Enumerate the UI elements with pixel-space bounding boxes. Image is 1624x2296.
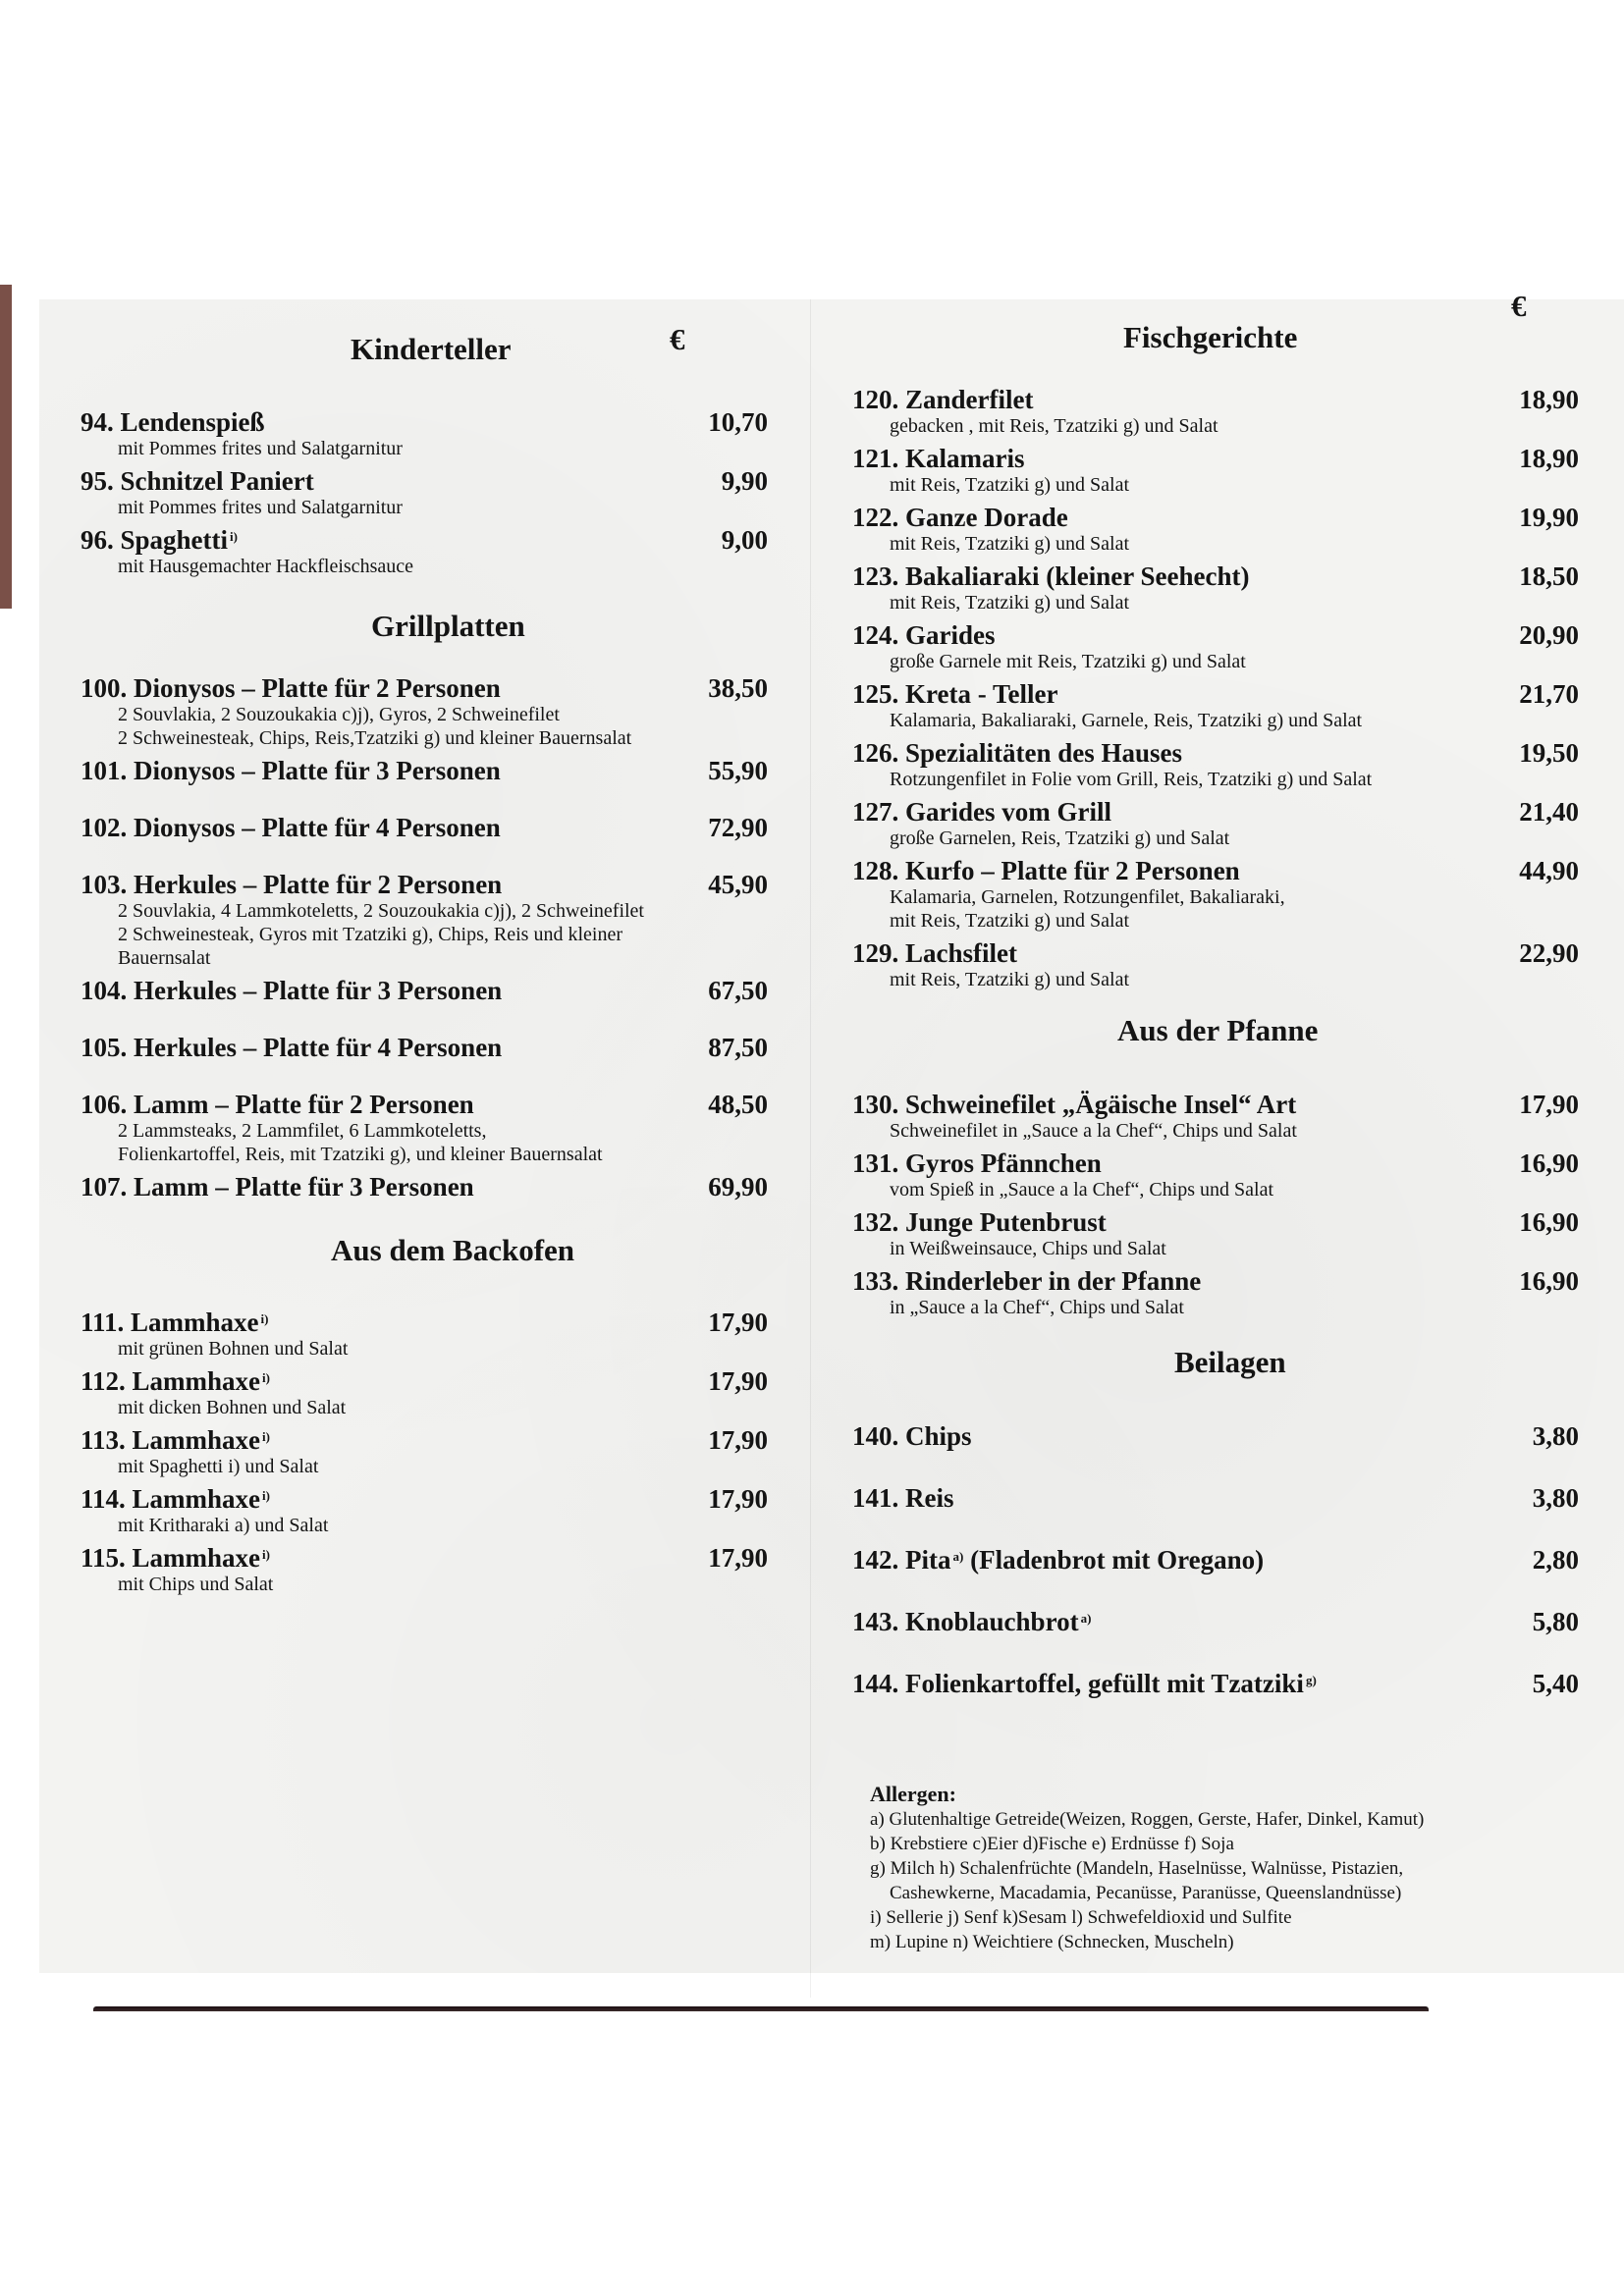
- item-price: 5,40: [1532, 1669, 1579, 1698]
- item-name: Kreta - Teller: [905, 679, 1058, 709]
- item-name: Knoblauchbrot: [905, 1607, 1079, 1636]
- item-name: Herkules – Platte für 4 Personen: [134, 1033, 503, 1062]
- item-description: große Garnelen, Reis, Tzatziki g) und Salat: [890, 828, 1230, 849]
- beilagen-list: [852, 1421, 1579, 1698]
- item-title: [852, 1545, 1579, 1575]
- allergen-marker: i): [262, 1547, 270, 1562]
- item-price: 19,50: [1519, 738, 1579, 768]
- item-price: 19,90: [1519, 503, 1579, 532]
- allergen-marker: i): [262, 1429, 270, 1444]
- menu-item: [852, 385, 1579, 438]
- item-number: 114.: [81, 1484, 126, 1514]
- item-description: mit dicken Bohnen und Salat: [118, 1397, 347, 1418]
- item-price: 21,40: [1519, 797, 1579, 827]
- menu-item: [852, 444, 1579, 497]
- item-description: mit Reis, Tzatziki g) und Salat: [890, 969, 1130, 990]
- item-number: 101.: [81, 756, 128, 785]
- item-name: Kurfo – Platte für 2 Personen: [905, 856, 1240, 885]
- item-number: 143.: [852, 1607, 899, 1636]
- item-title: [852, 938, 1579, 968]
- item-price: 16,90: [1519, 1148, 1579, 1178]
- item-description: 2 Schweinesteak, Chips, Reis,Tzatziki g) und kleiner Bauernsalat: [118, 727, 632, 749]
- item-price: 55,90: [708, 756, 768, 785]
- allergen-marker: a): [1080, 1611, 1092, 1626]
- left-column: [81, 324, 768, 1602]
- item-title: [81, 525, 768, 555]
- section-title: Aus dem Backofen: [331, 1233, 575, 1267]
- item-number: 144.: [852, 1669, 899, 1698]
- menu-item: [852, 1421, 1579, 1451]
- item-title: [852, 797, 1579, 827]
- menu-item: [852, 620, 1579, 673]
- item-description: mit Reis, Tzatziki g) und Salat: [890, 474, 1130, 496]
- item-name: Dionysos – Platte für 3 Personen: [134, 756, 501, 785]
- item-title: [852, 1266, 1579, 1296]
- item-price: 18,50: [1519, 561, 1579, 591]
- item-price: 22,90: [1519, 938, 1579, 968]
- item-number: 94.: [81, 407, 114, 437]
- item-name: Kalamaris: [905, 444, 1025, 473]
- item-title: [852, 444, 1579, 473]
- item-number: 127.: [852, 797, 899, 827]
- menu-item: [852, 1266, 1579, 1319]
- menu-item: [81, 756, 768, 785]
- page-edge-strip: [0, 285, 12, 609]
- item-title: [852, 1090, 1579, 1119]
- item-name: Lamm – Platte für 3 Personen: [134, 1172, 474, 1201]
- item-title: [852, 856, 1579, 885]
- item-number: 102.: [81, 813, 128, 842]
- item-number: 112.: [81, 1366, 126, 1396]
- allergen-line: a) Glutenhaltige Getreide(Weizen, Roggen, Gerste, Hafer, Dinkel, Kamut): [870, 1809, 1425, 1830]
- menu-item: [852, 797, 1579, 850]
- item-title: [852, 620, 1579, 650]
- menu-item: [81, 1090, 768, 1166]
- item-title: [852, 1483, 1579, 1513]
- item-number: 105.: [81, 1033, 128, 1062]
- item-title: [852, 1148, 1579, 1178]
- item-title: [852, 1607, 1579, 1636]
- item-title: [81, 1090, 768, 1119]
- menu-item: [852, 679, 1579, 732]
- section-backofen-header: [81, 1229, 768, 1288]
- allergen-line: i) Sellerie j) Senf k)Sesam l) Schwefeldioxid und Sulfite: [870, 1907, 1292, 1928]
- allergen-line: g) Milch h) Schalenfrüchte (Mandeln, Haselnüsse, Walnüsse, Pistazien,: [870, 1858, 1404, 1879]
- item-price: 72,90: [708, 813, 768, 842]
- euro-symbol: €: [670, 322, 685, 356]
- menu-item: [852, 1607, 1579, 1636]
- item-name: Dionysos – Platte für 4 Personen: [134, 813, 501, 842]
- item-name: Pita: [905, 1545, 951, 1575]
- fisch-list: [852, 385, 1579, 991]
- item-description: mit Reis, Tzatziki g) und Salat: [890, 910, 1130, 932]
- item-price: 18,90: [1519, 444, 1579, 473]
- item-price: 17,90: [708, 1308, 768, 1337]
- allergen-marker: i): [262, 1488, 270, 1503]
- item-name: Garides: [905, 620, 996, 650]
- item-title: [852, 503, 1579, 532]
- item-description: gebacken , mit Reis, Tzatziki g) und Salat: [890, 415, 1218, 437]
- item-title: [852, 738, 1579, 768]
- item-price: 21,70: [1519, 679, 1579, 709]
- item-title: [81, 976, 768, 1005]
- item-description: 2 Souvlakia, 4 Lammkoteletts, 2 Souzoukakia c)j), 2 Schweinefilet: [118, 900, 644, 922]
- item-title: [852, 385, 1579, 414]
- item-description: mit Reis, Tzatziki g) und Salat: [890, 592, 1130, 614]
- item-price: 16,90: [1519, 1207, 1579, 1237]
- menu-item: [852, 1545, 1579, 1575]
- item-number: 142.: [852, 1545, 899, 1575]
- item-number: 131.: [852, 1148, 899, 1178]
- item-price: 10,70: [708, 407, 768, 437]
- item-price: 17,90: [708, 1366, 768, 1396]
- item-extra: (Fladenbrot mit Oregano): [963, 1545, 1265, 1575]
- item-description: vom Spieß in „Sauce a la Chef“, Chips und Salat: [890, 1179, 1274, 1201]
- item-number: 132.: [852, 1207, 899, 1237]
- item-number: 123.: [852, 561, 899, 591]
- item-name: Spaghetti: [120, 525, 229, 555]
- menu-item: [81, 1425, 768, 1478]
- menu-item: [81, 870, 768, 970]
- item-number: 107.: [81, 1172, 128, 1201]
- item-name: Junge Putenbrust: [905, 1207, 1107, 1237]
- item-number: 96.: [81, 525, 114, 555]
- item-description: mit Kritharaki a) und Salat: [118, 1515, 329, 1536]
- item-title: [852, 679, 1579, 709]
- menu-item: [852, 938, 1579, 991]
- item-title: [81, 407, 768, 437]
- section-grillplatten-header: [81, 603, 768, 662]
- item-title: [81, 1172, 768, 1201]
- item-price: 48,50: [708, 1090, 768, 1119]
- allergen-marker: g): [1305, 1673, 1317, 1687]
- item-name: Bakaliaraki (kleiner Seehecht): [905, 561, 1250, 591]
- item-price: 87,50: [708, 1033, 768, 1062]
- menu-item: [81, 976, 768, 1005]
- item-title: [81, 1366, 768, 1396]
- menu-item: [81, 466, 768, 519]
- item-title: [81, 466, 768, 496]
- allergen-marker: a): [952, 1549, 964, 1564]
- item-name: Gyros Pfännchen: [905, 1148, 1102, 1178]
- item-name: Lammhaxe: [132, 1543, 261, 1573]
- item-name: Schweinefilet „Ägäische Insel“ Art: [905, 1090, 1297, 1119]
- item-description: mit Pommes frites und Salatgarnitur: [118, 497, 403, 518]
- item-title: [852, 1669, 1579, 1698]
- item-number: 104.: [81, 976, 128, 1005]
- item-price: 38,50: [708, 673, 768, 703]
- item-description: mit Pommes frites und Salatgarnitur: [118, 438, 403, 459]
- menu-item: [81, 673, 768, 750]
- menu-item: [81, 525, 768, 578]
- item-title: [81, 1033, 768, 1062]
- item-number: 115.: [81, 1543, 126, 1573]
- allergen-marker: i): [262, 1370, 270, 1385]
- menu-item: [852, 1669, 1579, 1698]
- item-price: 20,90: [1519, 620, 1579, 650]
- section-kinderteller-header: [81, 324, 768, 383]
- item-title: [81, 1543, 768, 1573]
- section-pfanne-header: [852, 1001, 1579, 1060]
- item-price: 17,90: [708, 1425, 768, 1455]
- item-price: 17,90: [708, 1543, 768, 1573]
- item-title: [81, 1484, 768, 1514]
- item-price: 2,80: [1532, 1545, 1579, 1575]
- item-number: 100.: [81, 673, 128, 703]
- item-number: 111.: [81, 1308, 125, 1337]
- item-price: 9,00: [721, 525, 768, 555]
- item-name: Spezialitäten des Hauses: [905, 738, 1183, 768]
- item-description: mit Reis, Tzatziki g) und Salat: [890, 533, 1130, 555]
- menu-item: [81, 1543, 768, 1596]
- item-number: 125.: [852, 679, 899, 709]
- item-description: mit Spaghetti i) und Salat: [118, 1456, 319, 1477]
- page-bottom-edge: [93, 2006, 1429, 2011]
- item-description: 2 Lammsteaks, 2 Lammfilet, 6 Lammkoteletts,: [118, 1120, 487, 1142]
- allergen-marker: i): [230, 529, 238, 544]
- page-fold: [810, 299, 811, 1998]
- item-price: 45,90: [708, 870, 768, 899]
- item-name: Dionysos – Platte für 2 Personen: [134, 673, 501, 703]
- item-number: 133.: [852, 1266, 899, 1296]
- item-title: [81, 813, 768, 842]
- item-description: in „Sauce a la Chef“, Chips und Salat: [890, 1297, 1184, 1318]
- right-column: [852, 285, 1579, 1731]
- item-price: 5,80: [1532, 1607, 1579, 1636]
- item-price: 3,80: [1532, 1421, 1579, 1451]
- item-number: 120.: [852, 385, 899, 414]
- item-number: 141.: [852, 1483, 899, 1513]
- item-name: Folienkartoffel, gefüllt mit Tzatziki: [905, 1669, 1304, 1698]
- menu-item: [81, 1366, 768, 1419]
- pfanne-list: [852, 1090, 1579, 1319]
- item-description: in Weißweinsauce, Chips und Salat: [890, 1238, 1166, 1259]
- section-fisch-header: [852, 285, 1579, 354]
- item-title: [852, 1421, 1579, 1451]
- item-name: Lamm – Platte für 2 Personen: [134, 1090, 474, 1119]
- allergen-marker: i): [260, 1311, 269, 1326]
- section-title: Aus der Pfanne: [1117, 1013, 1319, 1047]
- menu-item: [852, 856, 1579, 933]
- item-number: 95.: [81, 466, 114, 496]
- item-name: Ganze Dorade: [905, 503, 1068, 532]
- item-title: [81, 756, 768, 785]
- item-name: Schnitzel Paniert: [120, 466, 314, 496]
- menu-item: [81, 813, 768, 842]
- item-name: Rinderleber in der Pfanne: [905, 1266, 1202, 1296]
- item-number: 130.: [852, 1090, 899, 1119]
- item-number: 103.: [81, 870, 128, 899]
- allergen-title: Allergen:: [870, 1782, 956, 1806]
- item-title: [81, 870, 768, 899]
- item-price: 69,90: [708, 1172, 768, 1201]
- item-description: große Garnele mit Reis, Tzatziki g) und Salat: [890, 651, 1246, 672]
- allergen-line: m) Lupine n) Weichtiere (Schnecken, Muscheln): [870, 1932, 1234, 1952]
- item-number: 140.: [852, 1421, 899, 1451]
- allergen-line: b) Krebstiere c)Eier d)Fische e) Erdnüsse f) Soja: [870, 1834, 1234, 1854]
- item-price: 17,90: [708, 1484, 768, 1514]
- item-name: Lammhaxe: [131, 1308, 259, 1337]
- item-title: [81, 673, 768, 703]
- item-description: Kalamaria, Bakaliaraki, Garnele, Reis, Tzatziki g) und Salat: [890, 710, 1363, 731]
- item-name: Reis: [905, 1483, 954, 1513]
- item-price: 67,50: [708, 976, 768, 1005]
- menu-item: [852, 1090, 1579, 1143]
- item-description: 2 Schweinesteak, Gyros mit Tzatziki g), Chips, Reis und kleiner: [118, 924, 623, 945]
- menu-item: [81, 1033, 768, 1062]
- allergen-legend: [870, 1782, 1518, 1954]
- menu-item: [81, 1308, 768, 1361]
- item-description: Bauernsalat: [118, 947, 211, 969]
- section-title: Grillplatten: [371, 609, 525, 643]
- item-description: Folienkartoffel, Reis, mit Tzatziki g), und kleiner Bauernsalat: [118, 1144, 603, 1165]
- menu-item: [81, 407, 768, 460]
- item-description: mit grünen Bohnen und Salat: [118, 1338, 349, 1360]
- item-title: [81, 1308, 768, 1337]
- item-name: Lendenspieß: [120, 407, 265, 437]
- item-name: Lachsfilet: [905, 938, 1017, 968]
- item-title: [852, 561, 1579, 591]
- item-name: Lammhaxe: [132, 1366, 261, 1396]
- item-number: 128.: [852, 856, 899, 885]
- item-number: 129.: [852, 938, 899, 968]
- menu-item: [852, 738, 1579, 791]
- item-price: 17,90: [1519, 1090, 1579, 1119]
- item-name: Zanderfilet: [905, 385, 1034, 414]
- euro-symbol: €: [1511, 289, 1527, 323]
- item-name: Garides vom Grill: [905, 797, 1111, 827]
- allergen-line: Cashewkerne, Macadamia, Pecanüsse, Paranüsse, Queenslandnüsse): [890, 1883, 1402, 1903]
- grillplatten-list: [81, 673, 768, 1201]
- item-name: Herkules – Platte für 2 Personen: [134, 870, 503, 899]
- menu-item: [852, 1148, 1579, 1201]
- section-beilagen-header: [852, 1333, 1579, 1392]
- item-number: 126.: [852, 738, 899, 768]
- item-name: Herkules – Platte für 3 Personen: [134, 976, 503, 1005]
- menu-item: [81, 1172, 768, 1201]
- item-description: Schweinefilet in „Sauce a la Chef“, Chips und Salat: [890, 1120, 1297, 1142]
- item-description: mit Chips und Salat: [118, 1574, 274, 1595]
- item-description: mit Hausgemachter Hackfleischsauce: [118, 556, 413, 577]
- item-title: [852, 1207, 1579, 1237]
- backofen-list: [81, 1308, 768, 1596]
- item-name: Lammhaxe: [132, 1484, 261, 1514]
- item-description: Rotzungenfilet in Folie vom Grill, Reis, Tzatziki g) und Salat: [890, 769, 1373, 790]
- item-number: 122.: [852, 503, 899, 532]
- item-price: 16,90: [1519, 1266, 1579, 1296]
- item-price: 18,90: [1519, 385, 1579, 414]
- menu-item: [852, 1483, 1579, 1513]
- menu-item: [852, 561, 1579, 614]
- section-title: Kinderteller: [351, 332, 512, 366]
- item-number: 113.: [81, 1425, 126, 1455]
- item-price: 44,90: [1519, 856, 1579, 885]
- item-description: 2 Souvlakia, 2 Souzoukakia c)j), Gyros, 2 Schweinefilet: [118, 704, 560, 725]
- menu-item: [852, 1207, 1579, 1260]
- menu-item: [852, 503, 1579, 556]
- item-name: Lammhaxe: [132, 1425, 261, 1455]
- kinderteller-list: [81, 407, 768, 578]
- menu-item: [81, 1484, 768, 1537]
- item-price: 3,80: [1532, 1483, 1579, 1513]
- item-number: 121.: [852, 444, 899, 473]
- item-price: 9,90: [721, 466, 768, 496]
- item-number: 106.: [81, 1090, 128, 1119]
- item-number: 124.: [852, 620, 899, 650]
- section-title: Beilagen: [1174, 1345, 1286, 1379]
- item-description: Kalamaria, Garnelen, Rotzungenfilet, Bakaliaraki,: [890, 886, 1285, 908]
- item-title: [81, 1425, 768, 1455]
- item-name: Chips: [905, 1421, 972, 1451]
- section-title: Fischgerichte: [1123, 320, 1298, 354]
